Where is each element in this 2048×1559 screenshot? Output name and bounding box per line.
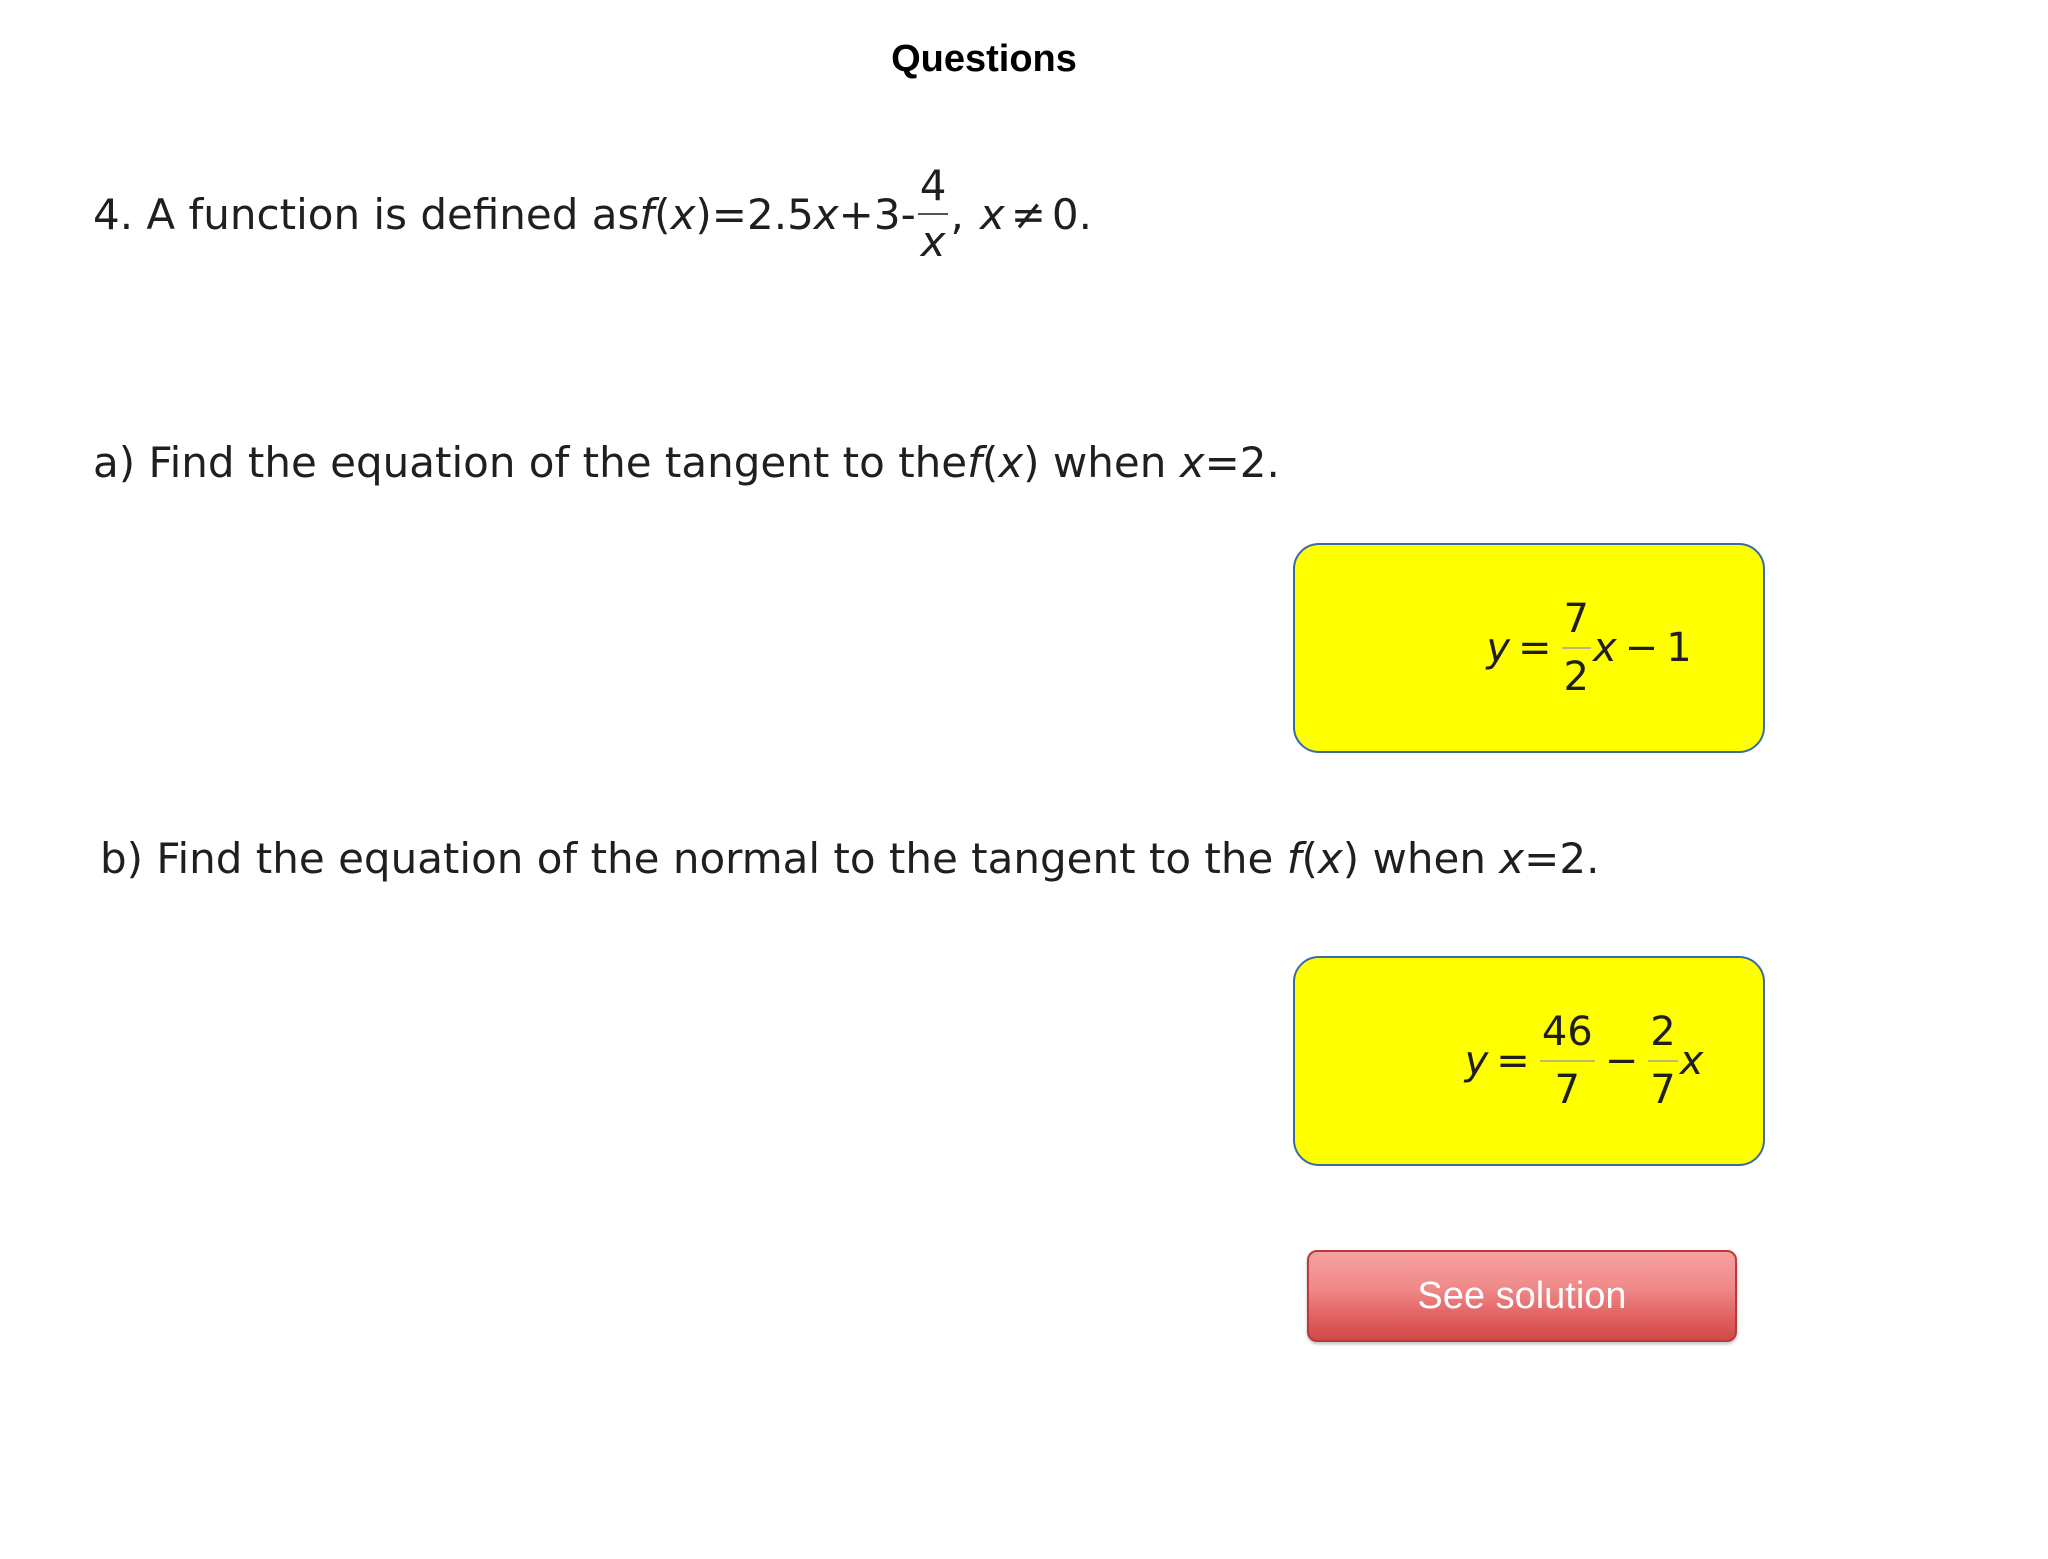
part-a-text: a) Find the equation of the tangent to the — [93, 438, 968, 487]
fraction-46-over-7 — [1540, 1009, 1595, 1113]
comma: , — [950, 189, 964, 239]
variable-x: x — [1317, 834, 1343, 883]
equals-sign: = — [1518, 625, 1552, 671]
fraction-denominator: 2 — [1563, 654, 1589, 700]
fraction-7-over-2 — [1562, 596, 1591, 700]
equals-sign: = — [1496, 1038, 1530, 1084]
fraction-numerator: 2 — [1650, 1009, 1676, 1055]
variable-x: x — [1593, 625, 1617, 671]
fraction-numerator: 7 — [1563, 596, 1589, 642]
variable-x: x — [670, 189, 696, 239]
domain-value: 0. — [1051, 189, 1092, 239]
part-a-question — [93, 438, 1280, 487]
answer-b-box — [1293, 956, 1765, 1166]
part-b-value: =2. — [1524, 834, 1600, 883]
variable-x: x — [1679, 1038, 1704, 1084]
fraction-bar — [1562, 647, 1591, 649]
variable-x: x — [979, 189, 1005, 239]
answer-a-box — [1293, 543, 1765, 753]
see-solution-button[interactable]: See solution — [1307, 1250, 1737, 1342]
fraction-numerator: 4 — [919, 161, 947, 210]
const-text: +3- — [838, 189, 916, 239]
variable-y: y — [1464, 1038, 1489, 1084]
question-prefix: 4. A function is defined as — [93, 189, 640, 239]
paren-close: ) — [1342, 834, 1360, 883]
fraction-bar — [1540, 1060, 1595, 1062]
constant-one: 1 — [1666, 625, 1692, 671]
function-name: f — [967, 438, 982, 487]
part-b-question — [100, 834, 1599, 883]
paren-open: ( — [654, 189, 671, 239]
function-name: f — [1286, 834, 1302, 883]
part-a-when: when — [1039, 438, 1180, 487]
fraction-denominator: x — [920, 217, 946, 266]
variable-y: y — [1486, 625, 1511, 671]
not-equal-sign: ≠ — [1010, 189, 1046, 239]
variable-x: x — [998, 438, 1024, 487]
question-statement — [93, 161, 1092, 266]
fraction-denominator: 7 — [1650, 1067, 1676, 1113]
minus-sign: − — [1624, 625, 1659, 671]
paren-open: ( — [1301, 834, 1318, 883]
fraction-denominator: 7 — [1554, 1067, 1580, 1113]
coef-text: )=2.5 — [695, 189, 814, 239]
answer-b-equation — [1464, 1009, 1704, 1113]
variable-x: x — [1499, 834, 1525, 883]
variable-x: x — [813, 189, 839, 239]
part-a-value: =2. — [1204, 438, 1280, 487]
paren-open: ( — [981, 438, 999, 487]
fraction-2-over-7 — [1648, 1009, 1677, 1113]
page-title: Questions — [891, 38, 1077, 80]
answer-a-equation — [1486, 596, 1692, 700]
variable-x: x — [1179, 438, 1205, 487]
minus-sign: − — [1604, 1038, 1639, 1084]
fraction-numerator: 46 — [1541, 1009, 1593, 1055]
paren-close: ) — [1023, 438, 1040, 487]
fraction-4-over-x — [918, 161, 949, 266]
function-name: f — [639, 189, 655, 239]
fraction-bar — [918, 213, 949, 215]
part-b-text: b) Find the equation of the normal to the tangent to the — [100, 834, 1287, 883]
part-b-when: when — [1359, 834, 1500, 883]
fraction-bar — [1648, 1060, 1677, 1062]
